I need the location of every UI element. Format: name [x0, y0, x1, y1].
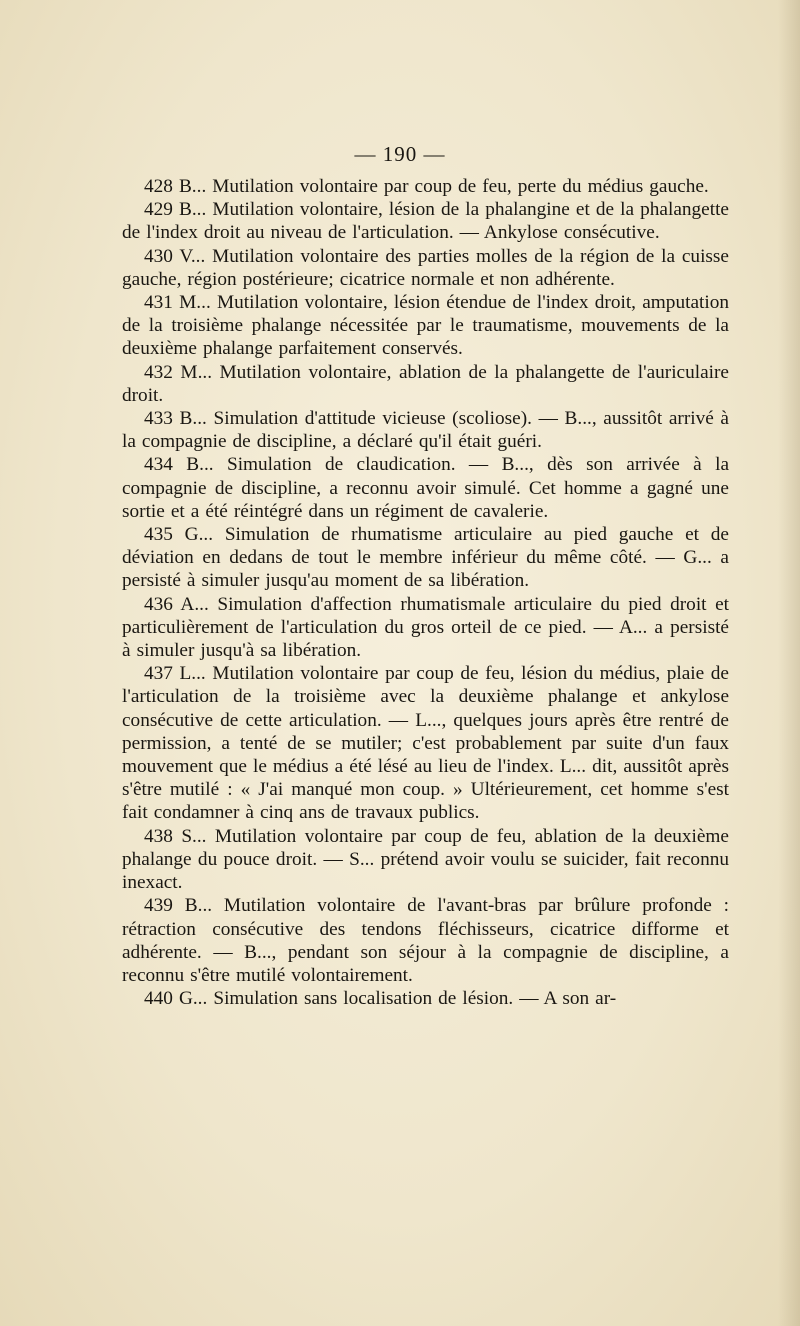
- entry-435: 435 G... Simulation de rhumatisme articulaire au pied gauche et de déviation en dedans de tout le membre inférieur du même côté. — G... a persisté à simuler jusqu'au moment de sa libération.: [122, 524, 729, 592]
- entry-434: 434 B... Simulation de claudication. — B..., dès son arrivée à la compagnie de discipline, a reconnu avoir simulé. Cet homme a gagné une sortie et a été réintégré dans un régiment de cavalerie.: [122, 454, 729, 522]
- entry-428: 428 B... Mutilation volontaire par coup de feu, perte du médius gauche.: [144, 176, 709, 197]
- entry-436: 436 A... Simulation d'affection rhumatismale articulaire du pied droit et particulièrement de l'articulation du gros orteil de ce pied. — A... a persisté à simuler jusqu'à sa libération.: [122, 593, 729, 662]
- entry-439: 439 B... Mutilation volontaire de l'avant-bras par brûlure profonde : rétraction consécutive des tendons fléchisseurs, cicatrice difforme et adhérente. — B..., pendant son séjour à la compagnie de discipline, a reconnu s'être mutilé volontairement.: [122, 895, 729, 986]
- entry-429: 429 B... Mutilation volontaire, lésion de la phalangine et de la phalangette de l'index droit au niveau de l'articulation. — Ankylose consécutive.: [122, 199, 729, 244]
- entry-430: 430 V... Mutilation volontaire des parties molles de la région de la cuisse gauche, région postérieure; cicatrice normale et non adhérente.: [122, 245, 729, 290]
- body-text: [122, 175, 729, 1010]
- entry-438: 438 S... Mutilation volontaire par coup de feu, ablation de la deuxième phalange du pouce droit. — S... prétend avoir voulu se suicider, fait reconnu inexact.: [122, 825, 729, 894]
- entry-432: 432 M... Mutilation volontaire, ablation de la phalangette de l'auriculaire droit.: [122, 361, 729, 406]
- entry-431: 431 M... Mutilation volontaire, lésion étendue de l'index droit, amputation de la troisième phalange nécessitée par le traumatisme, mouvements de la deuxième phalange parfaitement conservés.: [122, 292, 729, 360]
- page-edge-shadow: [778, 0, 800, 1326]
- entry-437: 437 L... Mutilation volontaire par coup de feu, lésion du médius, plaie de l'articulation de la troisième avec la deuxième phalange et ankylose consécutive de cette articulation. — L..., quelques jours après être rentré de permission, a tenté de se mutiler; c'est probablement par suite d'un faux mouvement que le médius a été lésé au lieu de l'index. L... dit, aussitôt après s'être mutilé : « J'ai manqué mon coup. » Ultérieurement, cet homme s'est fait condamner à cinq ans de travaux publics.: [122, 663, 729, 824]
- entry-440: 440 G... Simulation sans localisation de lésion. — A son ar-: [144, 988, 617, 1010]
- entry-433: 433 B... Simulation d'attitude vicieuse (scoliose). — B..., aussitôt arrivé à la compagnie de discipline, a déclaré qu'il était guéri.: [122, 408, 729, 453]
- page-number: — 190 —: [354, 142, 446, 166]
